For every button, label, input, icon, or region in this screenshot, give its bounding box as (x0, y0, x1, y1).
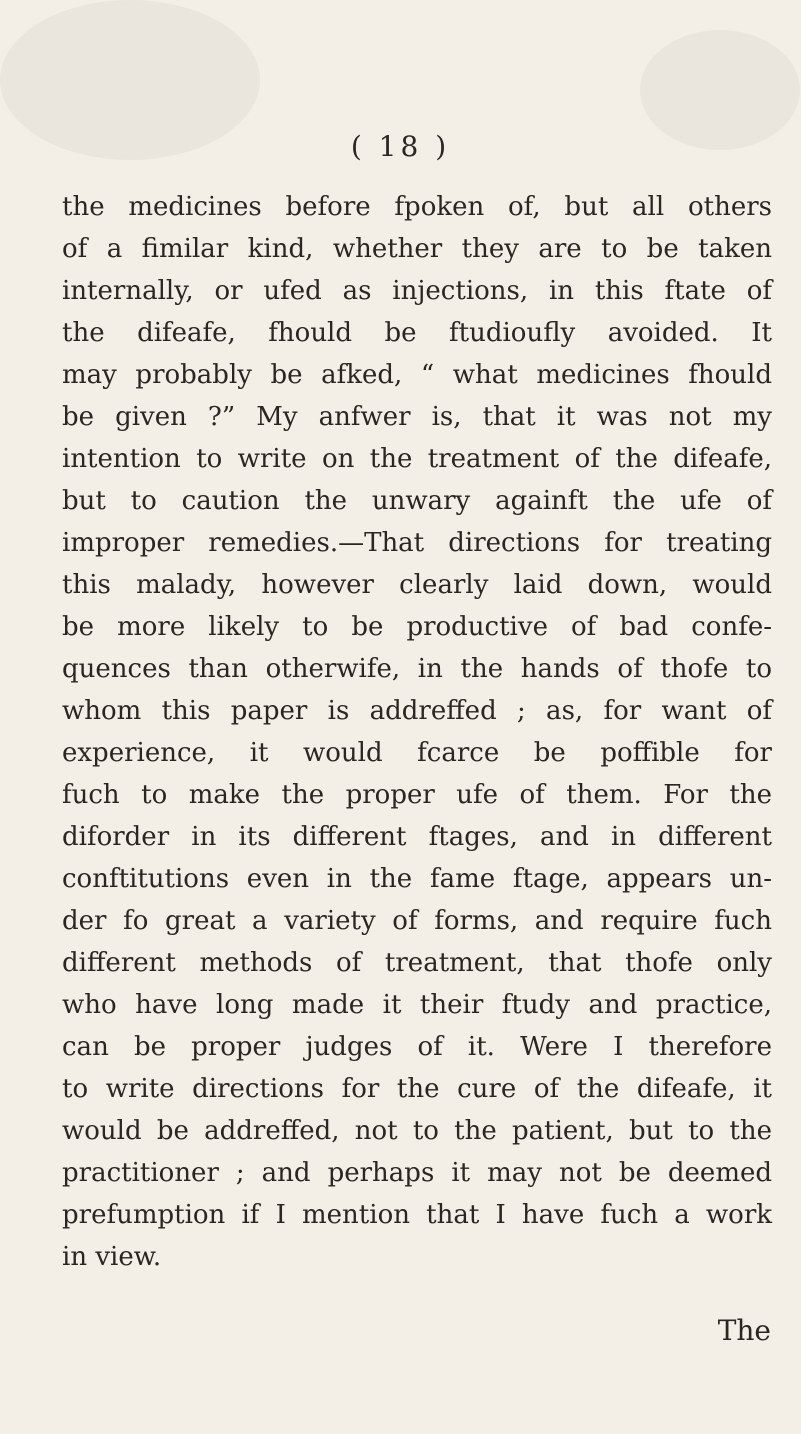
text-line: whom this paper is addreffed ; as, for want of (62, 696, 772, 726)
text-line: der fo great a variety of forms, and require fuch (62, 906, 772, 936)
text-line: the difeafe, fhould be ftudioufly avoided. It (62, 318, 772, 348)
text-line: internally, or ufed as injections, in this ftate of (62, 276, 772, 306)
text-line: conftitutions even in the fame ftage, appears un- (62, 864, 772, 894)
text-line: of a fimilar kind, whether they are to be taken (62, 234, 772, 264)
text-line: who have long made it their ftudy and practice, (62, 990, 772, 1020)
text-line: be given ?” My anfwer is, that it was not my (62, 402, 772, 432)
text-line: prefumption if I mention that I have fuch a work (62, 1200, 772, 1230)
text-line: different methods of treatment, that thofe only (62, 948, 772, 978)
text-line: fuch to make the proper ufe of them. For the (62, 780, 772, 810)
text-line: be more likely to be productive of bad confe- (62, 612, 772, 642)
body-text (62, 186, 772, 1278)
text-line: in view. (62, 1242, 162, 1272)
text-line: practitioner ; and perhaps it may not be deemed (62, 1158, 772, 1188)
text-line: can be proper judges of it. Were I therefore (62, 1032, 772, 1062)
text-line: would be addreffed, not to the patient, but to the (62, 1116, 772, 1146)
catchword: The (717, 1314, 771, 1347)
page-number-header: ( 18 ) (350, 130, 451, 163)
text-line: quences than otherwife, in the hands of thofe to (62, 654, 772, 684)
text-line: to write directions for the cure of the difeafe, it (62, 1074, 772, 1104)
text-line: diforder in its different ftages, and in different (62, 822, 772, 852)
text-line: but to caution the unwary againft the ufe of (62, 486, 772, 516)
text-line: improper remedies.—That directions for treating (62, 528, 772, 558)
text-line: this malady, however clearly laid down, would (62, 570, 772, 600)
text-line: experience, it would fcarce be poffible for (62, 738, 772, 768)
text-line: may probably be afked, “ what medicines fhould (62, 360, 772, 390)
text-line: the medicines before fpoken of, but all others (62, 192, 772, 222)
text-line: intention to write on the treatment of the difeafe, (62, 444, 772, 474)
